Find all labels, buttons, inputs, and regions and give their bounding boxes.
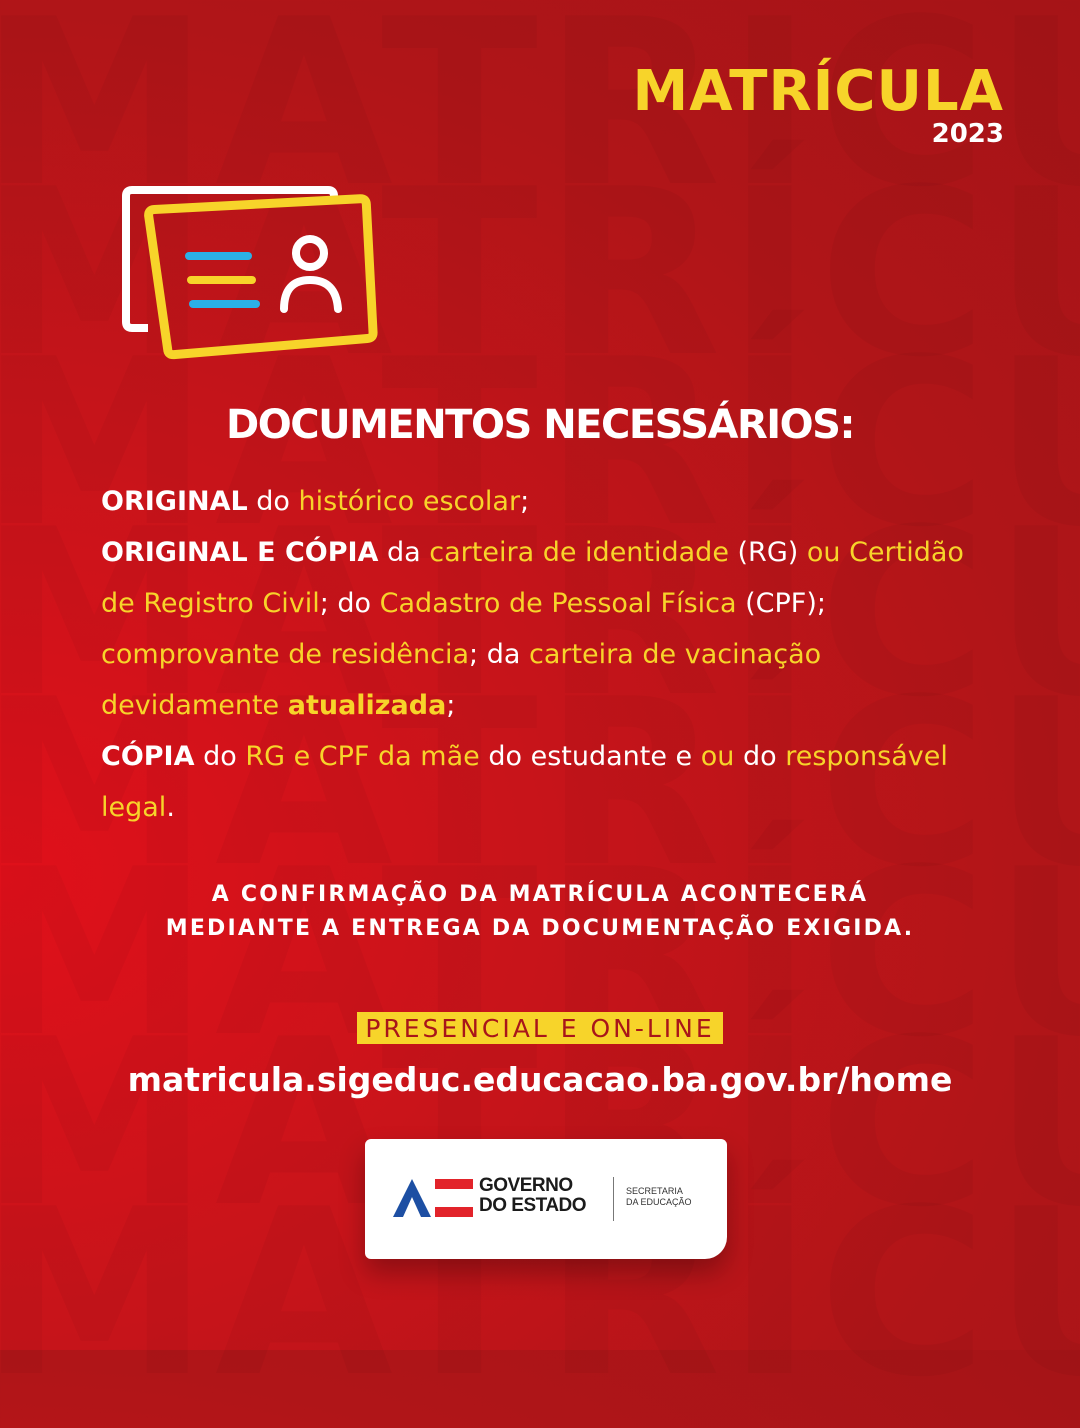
brand-title: MATRÍCULA [632, 59, 1004, 124]
section-heading: DOCUMENTOS NECESSÁRIOS: [226, 402, 854, 448]
document-item-original: ORIGINAL do histórico escolar; [101, 486, 530, 517]
logo-text: GOVERNO DO ESTADO [479, 1175, 587, 1216]
confirmation-notice: A CONFIRMAÇÃO DA MATRÍCULA ACONTECERÁ MEDIANTE A ENTREGA DA DOCUMENTAÇÃO EXIGIDA. [165, 882, 915, 941]
logo-secretaria-text: SECRETARIA DA EDUCAÇÃO [626, 1186, 692, 1207]
bahia-flag-icon [393, 1179, 473, 1222]
mode-badge: PRESENCIAL E ON-LINE [357, 1012, 722, 1044]
government-logo [365, 1139, 727, 1259]
id-card-icon [118, 170, 388, 375]
enrollment-url-link[interactable]: matricula.sigeduc.educacao.ba.gov.br/home [127, 1060, 953, 1099]
brand-year: 2023 [931, 119, 1004, 149]
brand-header [632, 59, 1004, 149]
documents-list [101, 476, 1001, 833]
document-item-original-copy: ORIGINAL E CÓPIA da carteira de identidade (RG) ou Certidão de Registro Civil; do Cadastro de Pessoal Física (CPF); comprovante de residência; da carteira de vacinação devidamente atualizada; [101, 537, 964, 721]
document-item-copy: CÓPIA do RG e CPF da mãe do estudante e ou do responsável legal. [101, 741, 948, 823]
logo-divider [613, 1177, 614, 1221]
